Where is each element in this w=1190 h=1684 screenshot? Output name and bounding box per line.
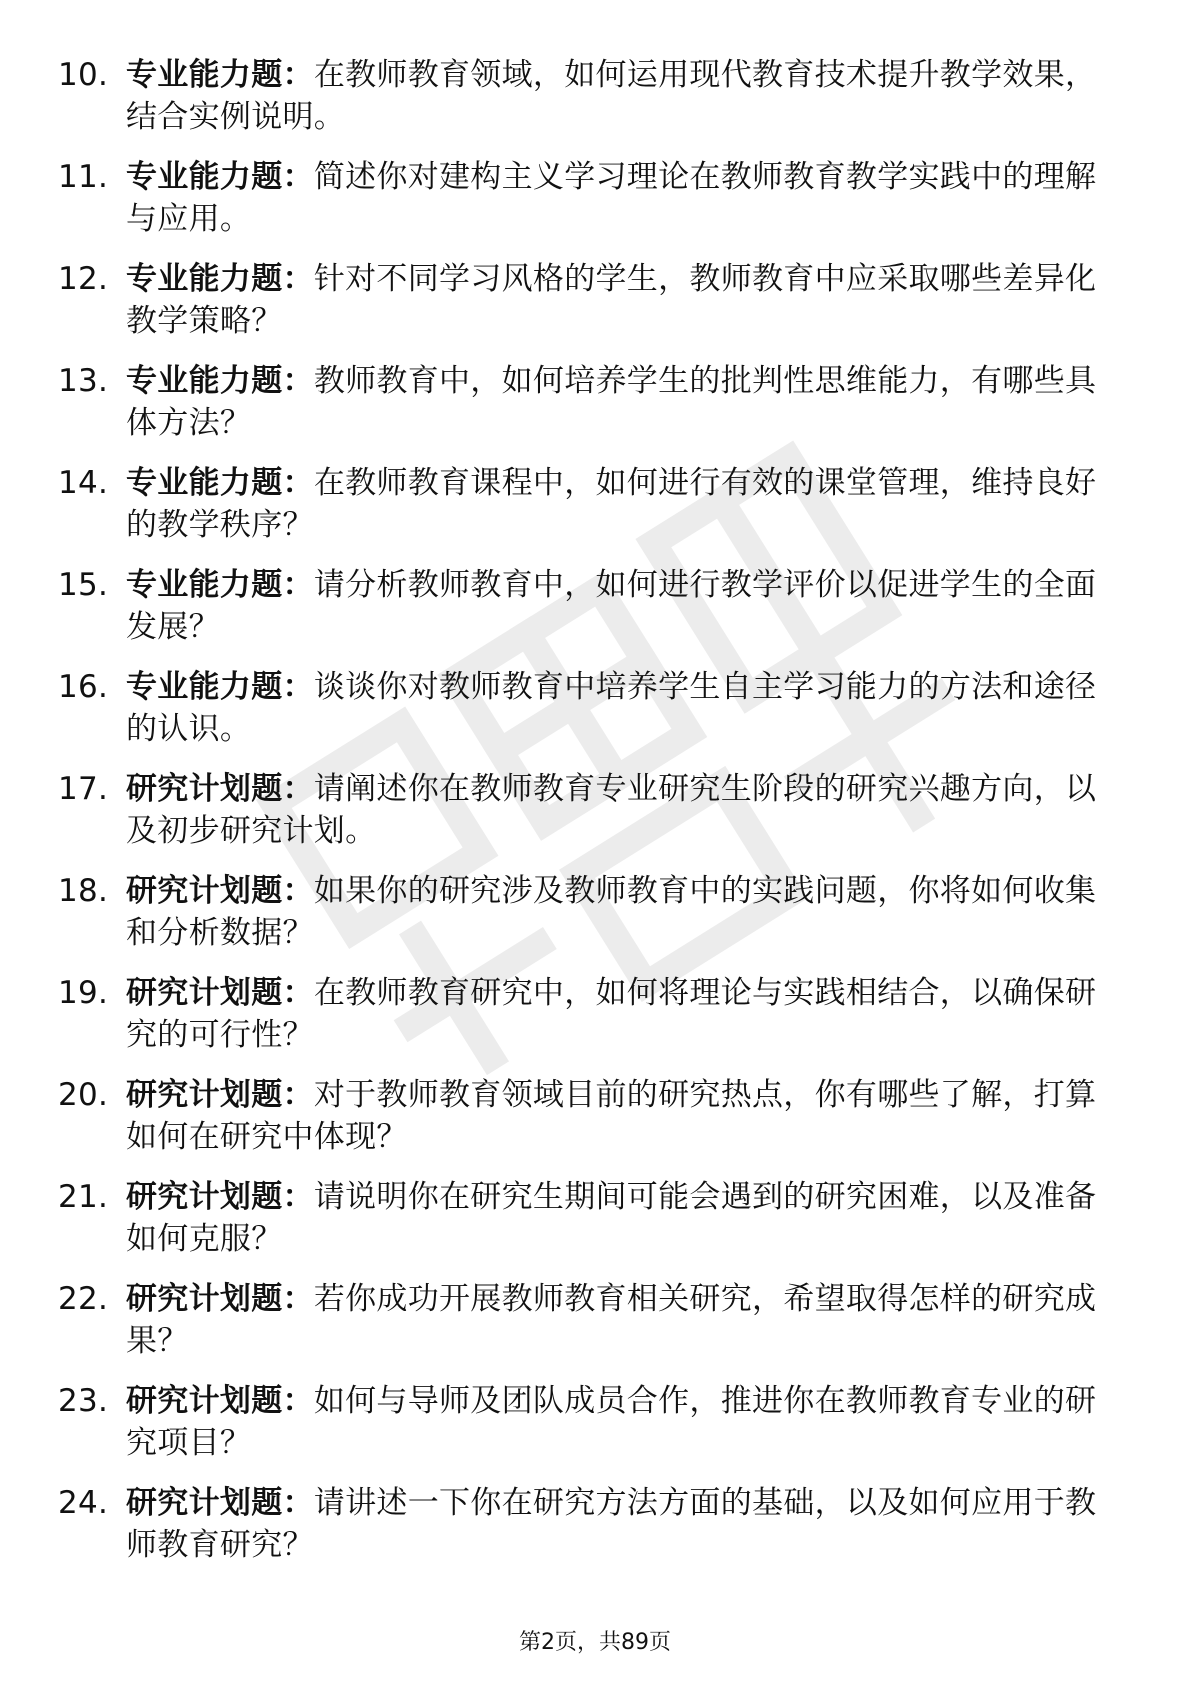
question-number: 14. bbox=[58, 465, 109, 501]
question-number: 18. bbox=[58, 873, 109, 909]
question-category: 研究计划题： bbox=[126, 1179, 314, 1215]
question-item bbox=[58, 870, 1118, 954]
question-category: 研究计划题： bbox=[126, 1383, 314, 1419]
question-text: 请讲述一下你在研究方法方面的基础，以及如何应用于教师教育研究？ bbox=[126, 1485, 1097, 1563]
question-item bbox=[58, 1380, 1118, 1464]
question-text: 教师教育中，如何培养学生的批判性思维能力，有哪些具体方法？ bbox=[126, 363, 1097, 441]
question-text: 在教师教育领域，如何运用现代教育技术提升教学效果，结合实例说明。 bbox=[126, 57, 1097, 135]
question-category: 研究计划题： bbox=[126, 873, 314, 909]
question-text: 如何与导师及团队成员合作，推进你在教师教育专业的研究项目？ bbox=[126, 1383, 1097, 1461]
question-text: 对于教师教育领域目前的研究热点，你有哪些了解，打算如何在研究中体现？ bbox=[126, 1077, 1097, 1155]
page-footer: 第2页，共89页 bbox=[519, 1630, 671, 1655]
question-text: 若你成功开展教师教育相关研究，希望取得怎样的研究成果？ bbox=[126, 1281, 1097, 1359]
question-item bbox=[58, 54, 1118, 138]
question-text: 请说明你在研究生期间可能会遇到的研究困难，以及准备如何克服？ bbox=[126, 1179, 1097, 1257]
question-item bbox=[58, 156, 1118, 240]
question-category: 研究计划题： bbox=[126, 1077, 314, 1113]
question-number: 15. bbox=[58, 567, 109, 603]
question-item bbox=[58, 972, 1118, 1056]
question-category: 研究计划题： bbox=[126, 975, 314, 1011]
question-item bbox=[58, 1074, 1118, 1158]
question-category: 研究计划题： bbox=[126, 1485, 314, 1521]
question-item bbox=[58, 462, 1118, 546]
question-number: 17. bbox=[58, 771, 109, 807]
question-number: 20. bbox=[58, 1077, 109, 1113]
question-text: 在教师教育研究中，如何将理论与实践相结合，以确保研究的可行性？ bbox=[126, 975, 1097, 1053]
question-list bbox=[58, 54, 1118, 1584]
question-number: 21. bbox=[58, 1179, 109, 1215]
question-item bbox=[58, 258, 1118, 342]
question-text: 如果你的研究涉及教师教育中的实践问题，你将如何收集和分析数据？ bbox=[126, 873, 1097, 951]
question-text: 在教师教育课程中，如何进行有效的课堂管理，维持良好的教学秩序？ bbox=[126, 465, 1097, 543]
question-category: 研究计划题： bbox=[126, 1281, 314, 1317]
question-number: 24. bbox=[58, 1485, 109, 1521]
question-number: 19. bbox=[58, 975, 109, 1011]
question-text: 简述你对建构主义学习理论在教师教育教学实践中的理解与应用。 bbox=[126, 159, 1097, 237]
question-item bbox=[58, 1176, 1118, 1260]
question-item bbox=[58, 1278, 1118, 1362]
question-item bbox=[58, 666, 1118, 750]
question-category: 研究计划题： bbox=[126, 771, 314, 807]
question-item bbox=[58, 360, 1118, 444]
question-category: 专业能力题： bbox=[126, 567, 314, 603]
question-item bbox=[58, 564, 1118, 648]
question-number: 16. bbox=[58, 669, 109, 705]
question-category: 专业能力题： bbox=[126, 261, 314, 297]
question-category: 专业能力题： bbox=[126, 465, 314, 501]
question-text: 针对不同学习风格的学生，教师教育中应采取哪些差异化教学策略？ bbox=[126, 261, 1097, 339]
question-number: 12. bbox=[58, 261, 109, 297]
question-number: 13. bbox=[58, 363, 109, 399]
question-category: 专业能力题： bbox=[126, 669, 314, 705]
question-number: 22. bbox=[58, 1281, 109, 1317]
question-item bbox=[58, 1482, 1118, 1566]
question-text: 请分析教师教育中，如何进行教学评价以促进学生的全面发展？ bbox=[126, 567, 1097, 645]
question-text: 谈谈你对教师教育中培养学生自主学习能力的方法和途径的认识。 bbox=[126, 669, 1097, 747]
question-category: 专业能力题： bbox=[126, 159, 314, 195]
question-category: 专业能力题： bbox=[126, 57, 314, 93]
question-number: 11. bbox=[58, 159, 109, 195]
question-category: 专业能力题： bbox=[126, 363, 314, 399]
question-number: 23. bbox=[58, 1383, 109, 1419]
question-number: 10. bbox=[58, 57, 109, 93]
question-text: 请阐述你在教师教育专业研究生阶段的研究兴趣方向，以及初步研究计划。 bbox=[126, 771, 1097, 849]
question-item bbox=[58, 768, 1118, 852]
